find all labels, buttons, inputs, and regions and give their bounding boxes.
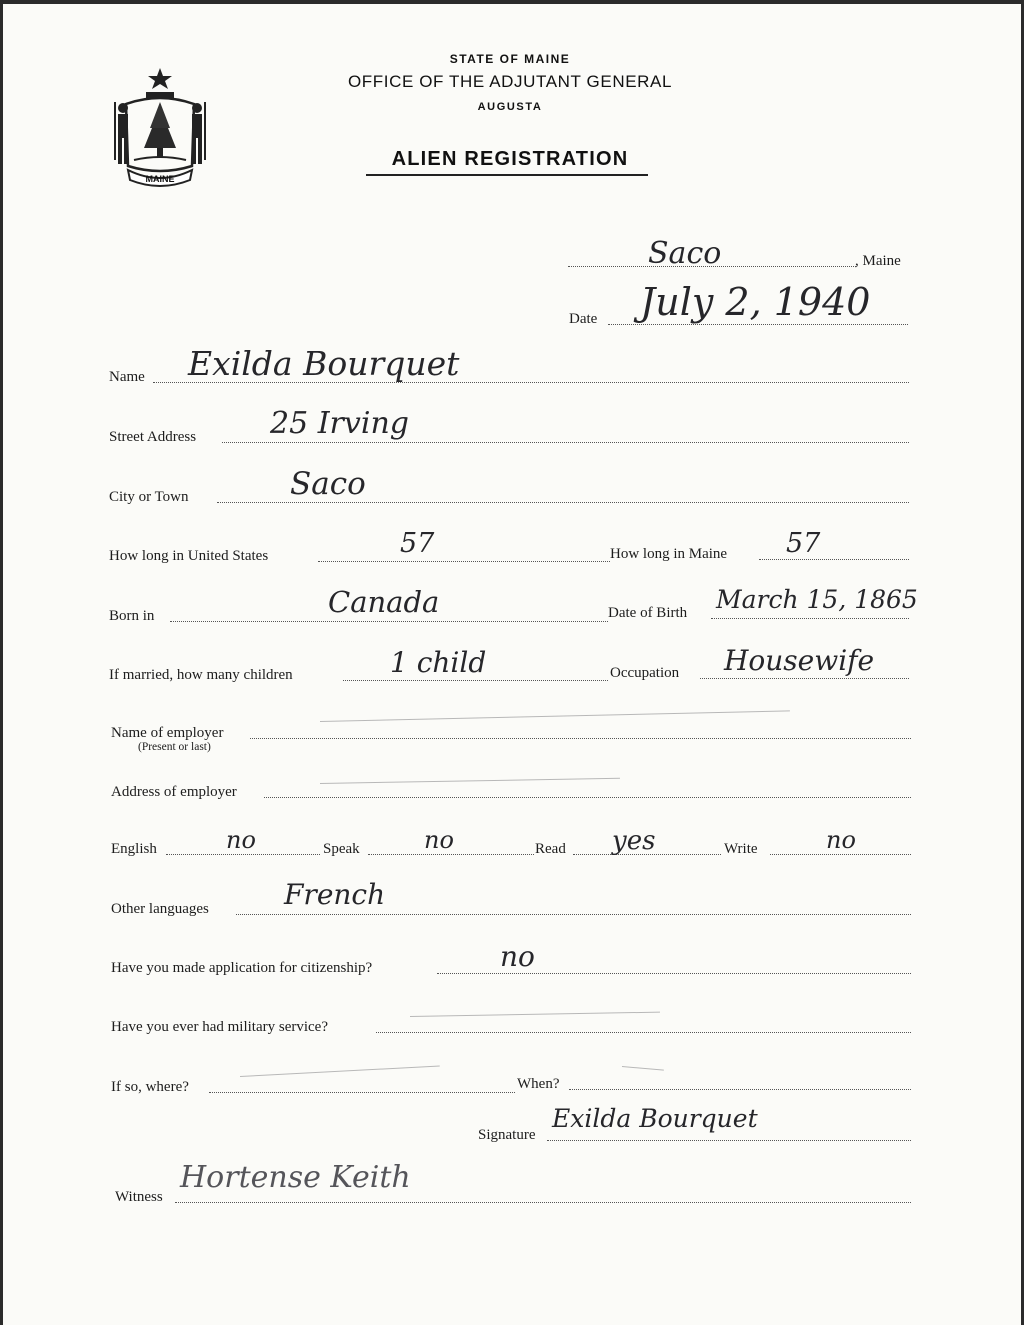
city-value: Saco [290, 466, 366, 502]
witness-label: Witness [115, 1189, 163, 1205]
city-label: City or Town [109, 489, 189, 505]
occupation-label: Occupation [610, 665, 680, 681]
when-line [569, 1089, 911, 1090]
city-line [217, 502, 909, 503]
dob-label: Date of Birth [608, 605, 688, 621]
where-dash-stroke [240, 1066, 440, 1077]
witness-line [175, 1202, 911, 1203]
speak-value: no [424, 826, 454, 854]
read-value: yes [612, 826, 656, 856]
write-value: no [826, 826, 856, 854]
street-line [222, 442, 909, 443]
employer-address-label: Address of employer [111, 784, 237, 800]
where-line [209, 1092, 515, 1093]
english-value: no [226, 826, 256, 854]
long-maine-line [759, 559, 909, 560]
write-label: Write [724, 841, 758, 857]
header-office: OFFICE OF THE ADJUTANT GENERAL [347, 72, 673, 91]
english-label: English [111, 841, 157, 857]
citizenship-line [437, 973, 911, 974]
scan-edge-top [0, 0, 1024, 4]
maine-label: , Maine [855, 253, 901, 269]
other-lang-value: French [284, 878, 386, 911]
dob-line [711, 618, 909, 619]
employer-sublabel: (Present or last) [138, 741, 211, 753]
street-label: Street Address [109, 429, 197, 445]
employer-address-line [264, 797, 911, 798]
citizenship-value: no [500, 940, 535, 973]
other-lang-label: Other languages [111, 901, 209, 917]
children-value: 1 child [390, 646, 487, 679]
state-seal-icon [106, 62, 214, 190]
signature-line [547, 1140, 911, 1141]
employer-address-dash-stroke [320, 778, 620, 784]
town-value: Saco [648, 236, 722, 271]
born-line [170, 621, 608, 622]
header-city: AUGUSTA [477, 101, 543, 113]
occupation-line [700, 678, 909, 679]
speak-line [368, 854, 534, 855]
long-us-label: How long in United States [109, 548, 269, 564]
signature-label: Signature [478, 1127, 536, 1143]
when-label: When? [517, 1076, 560, 1092]
name-value: Exilda Bourquet [188, 344, 460, 383]
employer-label: Name of employer [111, 725, 224, 741]
born-value: Canada [328, 585, 440, 619]
citizenship-label: Have you made application for citizenship? [111, 960, 373, 976]
military-dash-stroke [410, 1012, 660, 1017]
speak-label: Speak [323, 841, 360, 857]
english-line [166, 854, 320, 855]
date-line [608, 324, 908, 325]
read-label: Read [535, 841, 566, 857]
header-state: STATE OF MAINE [449, 52, 571, 66]
seal-banner-text: MAINE [145, 174, 175, 184]
occupation-value: Housewife [724, 644, 875, 677]
dob-value: March 15, 1865 [716, 585, 918, 614]
long-maine-label: How long in Maine [610, 546, 728, 562]
employer-line [250, 738, 911, 739]
military-label: Have you ever had military service? [111, 1019, 328, 1035]
other-lang-line [236, 914, 911, 915]
long-maine-value: 57 [786, 528, 821, 559]
employer-dash-stroke [320, 710, 790, 722]
when-dash-stroke [622, 1066, 664, 1071]
date-value: July 2, 1940 [640, 280, 871, 324]
military-line [376, 1032, 911, 1033]
name-label: Name [109, 369, 145, 385]
witness-value: Hortense Keith [180, 1160, 411, 1195]
title-underline [366, 174, 648, 176]
where-label: If so, where? [111, 1079, 189, 1095]
signature-value: Exilda Bourquet [552, 1104, 758, 1133]
scan-edge-left [0, 0, 3, 1325]
write-line [770, 854, 911, 855]
children-line [343, 680, 608, 681]
long-us-line [318, 561, 610, 562]
street-value: 25 Irving [270, 406, 409, 441]
born-label: Born in [109, 608, 155, 624]
date-label: Date [569, 311, 598, 327]
children-label: If married, how many children [109, 667, 293, 683]
long-us-value: 57 [400, 528, 435, 559]
form-title: ALIEN REGISTRATION [391, 148, 629, 170]
